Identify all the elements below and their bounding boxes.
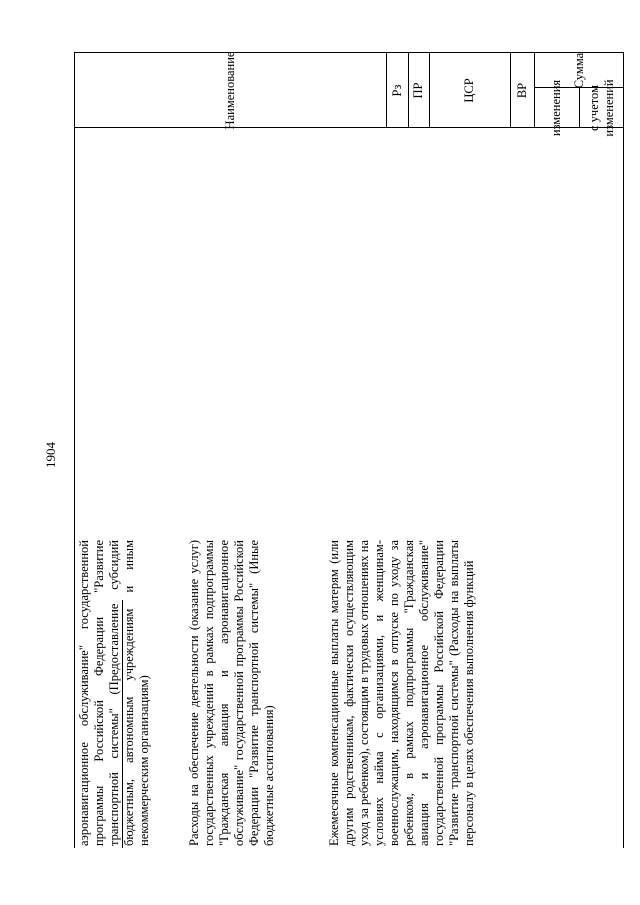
header-pr: ПР	[411, 82, 425, 99]
page-number: 1904	[43, 442, 58, 468]
row-name: Расходы на обеспечение деятельности (оказание услуг) государственных учреждений в рамках подпрограммы "Гражданская авиация и аэронавигационное обслуживание" государственной программы Российской Федерации "Развитие транспортной системы" (Иные бюджетные ассигнования)	[187, 540, 276, 846]
row-name: аэронавигационное обслуживание" государственной программы Российской Федерации "Развитие транспортной системы" (Предоставление субсидий бюджетным, автономным учреждениям и иным некоммерческим организациям)	[77, 540, 151, 846]
header-csr: ЦСР	[462, 78, 476, 103]
header-change: изменения	[549, 79, 563, 137]
table-rows	[75, 128, 625, 848]
header-name: Наименование	[222, 51, 237, 130]
header-sum: Сумма	[571, 52, 586, 89]
header-with-change: с учетом изменений	[586, 79, 616, 137]
row-name: Ежемесячные компенсационные выплаты матерям (или другим родственникам, фактически осуществляющим уход за ребенком), состоящим в трудовых отношениях на условиях найма с организациями, и женщинам-военнослужащим, находящимся в отпуске по уходу за ребенком, в рамках подпрограммы "Гражданская авиация и аэронавигационное обслуживание" государственной программы Российской Федерации "Развитие транспортной системы" (Расходы на выплаты персоналу в целях обеспечения выполнения функций	[327, 540, 476, 846]
header-rz: Рз	[389, 84, 404, 97]
header-vr: ВР	[514, 82, 529, 99]
